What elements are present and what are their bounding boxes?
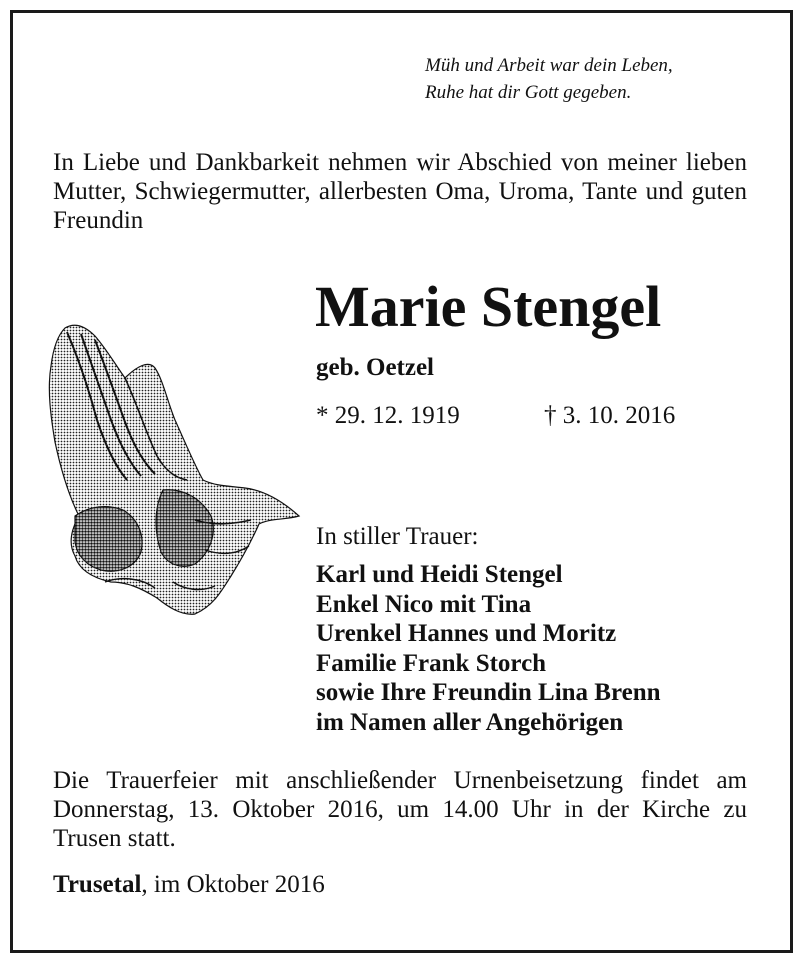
mourner-name: Urenkel Hannes und Moritz [316,620,617,647]
deceased-name: Marie Stengel [315,274,662,339]
mourners-list [316,560,661,737]
praying-hands-icon [45,320,303,620]
mourner-name: Familie Frank Storch [316,649,547,677]
mourner-name: sowie Ihre Freundin Lina Brenn [316,679,661,706]
birth-name: geb. Oetzel [316,354,435,381]
motto-quote [380,52,745,106]
birth-date: * 29. 12. 1919 [316,402,460,429]
mourner-name: im Namen aller Angehörigen [316,708,624,736]
death-date: † 3. 10. 2016 [544,402,676,429]
mourning-label: In stiller Trauer: [316,523,479,550]
motto-line-1: Müh und Arbeit war dein Leben, [425,55,673,76]
motto-line-2: Ruhe hat dir Gott gegeben. [425,82,632,103]
place-and-date [53,870,325,900]
ceremony-text: Die Trauerfeier mit anschließender Urnenbeisetzung findet am Donnerstag, 13. Oktober 2016, um 14.00 Uhr in der Kirche zu Trusen statt. [53,767,747,852]
place-name: Trusetal [53,871,142,898]
intro-text: In Liebe und Dankbarkeit nehmen wir Abschied von meiner lieben Mutter, Schwiegermutter, allerbesten Oma, Uroma, Tante und guten Freundin [53,149,747,234]
closing-date: , im Oktober 2016 [141,871,325,898]
mourner-name: Enkel Nico mit Tina [316,590,532,618]
mourner-name: Karl und Heidi Stengel [316,561,563,588]
